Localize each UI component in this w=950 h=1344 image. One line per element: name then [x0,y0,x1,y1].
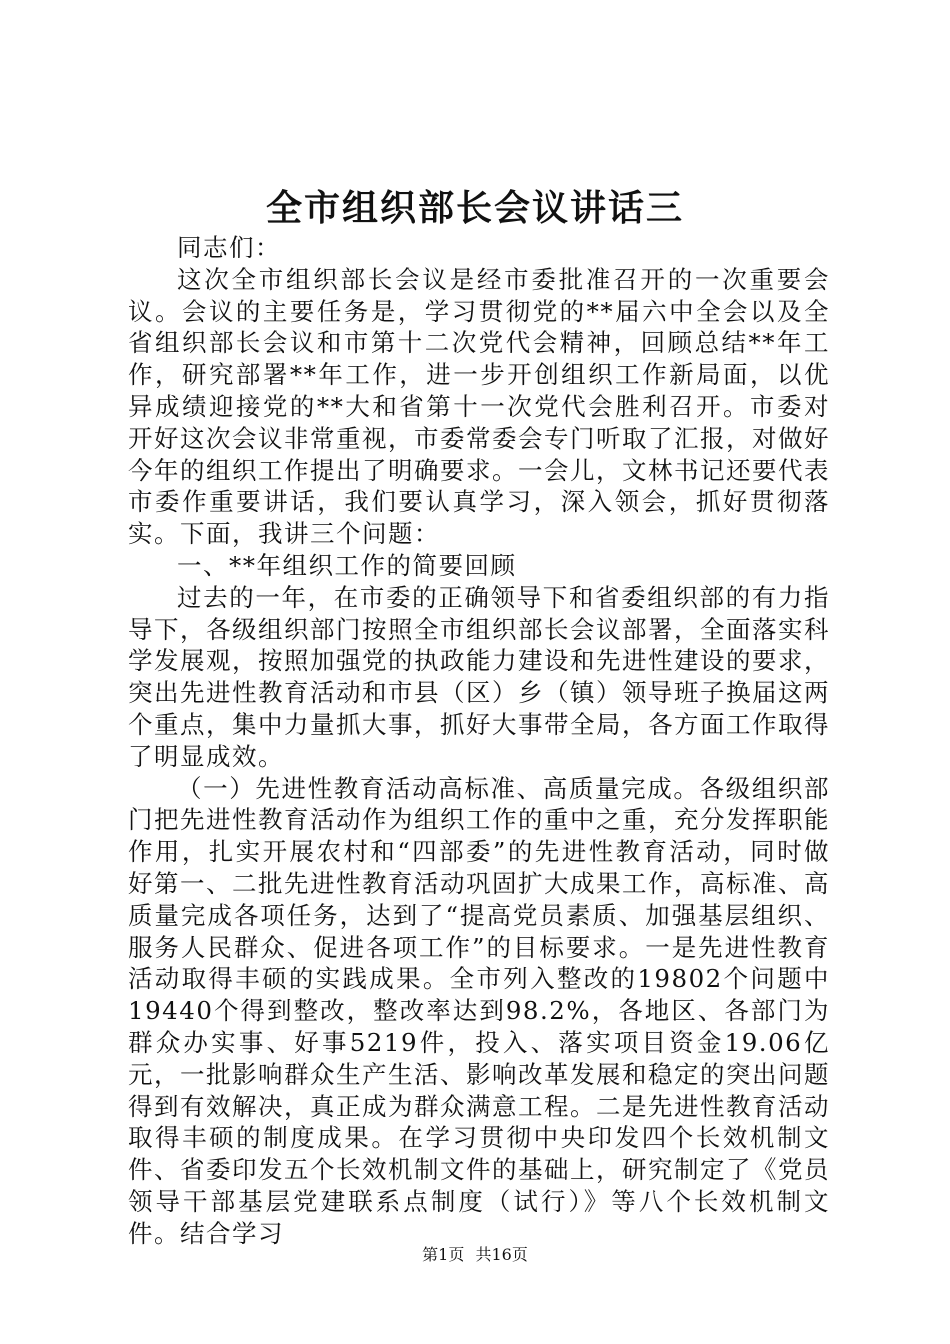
section-heading: 一、**年组织工作的简要回顾 [177,550,517,580]
document-body [128,232,830,1250]
page-footer [0,1244,950,1266]
paragraph-section-one: （一）先进性教育活动高标准、高质量完成。各级组织部门把先进性教育活动作为组织工作的重中之重，充分发挥职能作用，扎实开展农村和“四部委”的先进性教育活动，同时做好第一、二批先进性教育活动巩固扩大成果工作，高标准、高质量完成各项任务，达到了“提高党员素质、加强基层组织、服务人民群众、促进各项工作”的目标要求。一是先进性教育活动取得丰硕的实践成果。全市列入整改的19802个问题中19440个得到整改，整改率达到98.2%，各地区、各部门为群众办实事、好事5219件，投入、落实项目资金19.06亿元，一批影响群众生产生活、影响改革发展和稳定的突出问题得到有效解决，真正成为群众满意工程。二是先进性教育活动取得丰硕的制度成果。在学习贯彻中央印发四个长效机制文件、省委印发五个长效机制文件的基础上，研究制定了《党员领导干部基层党建联系点制度（试行）》等八个长效机制文件。结合学习 [128,773,830,1248]
paragraph-review: 过去的一年，在市委的正确领导下和省委组织部的有力指导下，各级组织部门按照全市组织部长会议部署，全面落实科学发展观，按照加强党的执政能力建设和先进性建设的要求，突出先进性教育活动和市县（区）乡（镇）领导班子换届这两个重点，集中力量抓大事，抓好大事带全局，各方面工作取得了明显成效。 [128,582,830,771]
document-title: 全市组织部长会议讲话三 [265,187,684,229]
greeting: 同志们： [177,233,281,262]
page-number: 第1页 [422,1245,465,1264]
paragraph-intro: 这次全市组织部长会议是经市委批准召开的一次重要会议。会议的主要任务是，学习贯彻党的**届六中全会以及全省组织部长会议和市第十二次党代会精神，回顾总结**年工作，研究部署**年工作，进一步开创组织工作新局面，以优异成绩迎接党的**大和省第十一次党代会胜利召开。市委对开好这次会议非常重视，市委常委会专门听取了汇报，对做好今年的组织工作提出了明确要求。一会儿，文林书记还要代表市委作重要讲话，我们要认真学习，深入领会，抓好贯彻落实。下面，我讲三个问题： [128,264,830,549]
page-total: 共16页 [475,1245,528,1264]
